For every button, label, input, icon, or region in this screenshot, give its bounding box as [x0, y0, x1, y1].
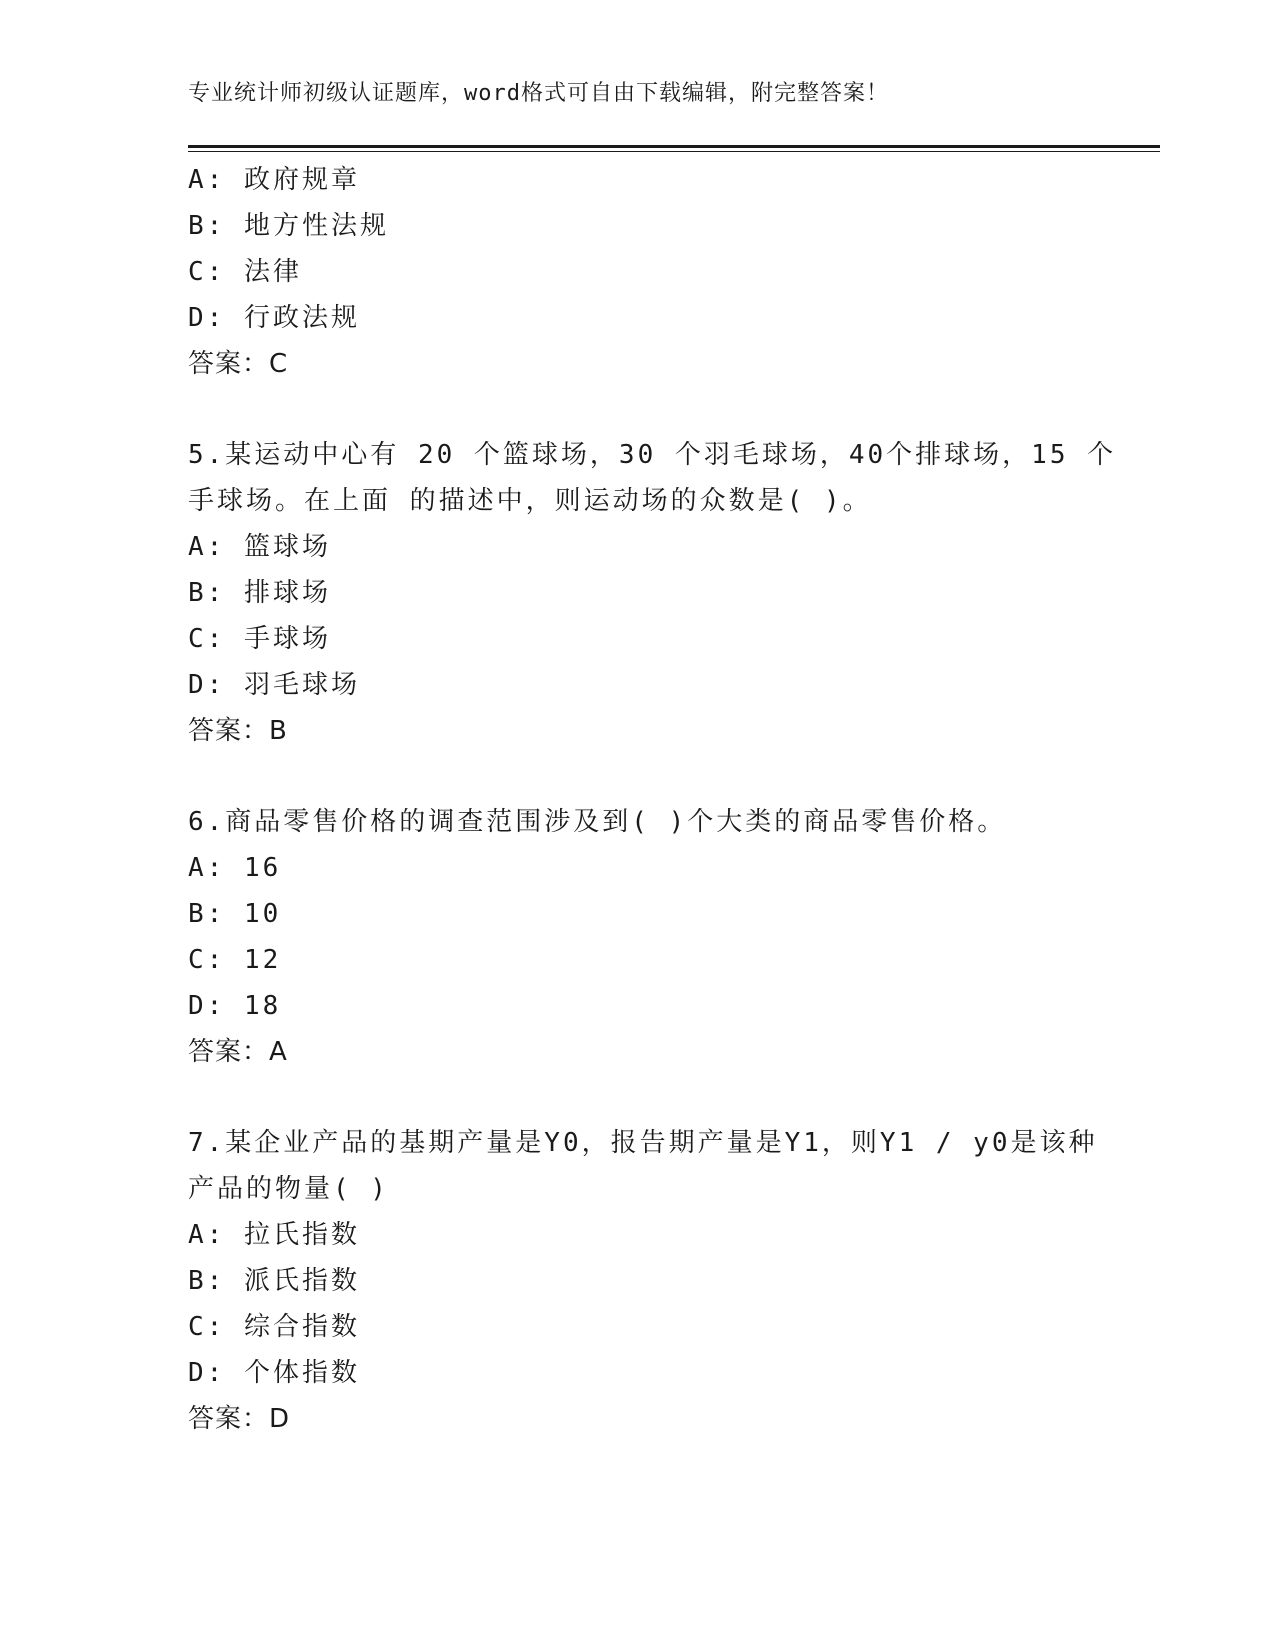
option-b: B: 排球场: [188, 578, 331, 608]
option-b: B: 10: [188, 899, 282, 929]
question-6-block: [188, 799, 1088, 1075]
option-d: D: 行政法规: [188, 303, 360, 333]
answer-line: 答案：A: [188, 1037, 288, 1067]
question-5-block: [188, 432, 1117, 754]
question-4-block: [188, 157, 1088, 387]
header-rule-thick: [188, 145, 1160, 148]
header-rule-thin: [188, 151, 1160, 152]
question-stem-line: 6.商品零售价格的调查范围涉及到( )个大类的商品零售价格。: [188, 807, 1007, 837]
option-c: C: 12: [188, 945, 282, 975]
option-d: D: 18: [188, 991, 282, 1021]
option-a: A: 政府规章: [188, 165, 360, 195]
option-c: C: 手球场: [188, 624, 331, 654]
option-d: D: 羽毛球场: [188, 670, 360, 700]
option-a: A: 篮球场: [188, 532, 331, 562]
question-stem-line: 7.某企业产品的基期产量是Y0，报告期产量是Y1，则Y1 / y0是该种: [188, 1128, 1098, 1158]
question-7-block: [188, 1120, 1098, 1442]
document-header: 专业统计师初级认证题库，word格式可自由下载编辑，附完整答案！: [188, 81, 889, 106]
option-c: C: 综合指数: [188, 1312, 360, 1342]
answer-line: 答案：D: [188, 1404, 291, 1434]
option-a: A: 16: [188, 853, 282, 883]
answer-line: 答案：C: [188, 349, 289, 379]
option-c: C: 法律: [188, 257, 302, 287]
option-d: D: 个体指数: [188, 1358, 360, 1388]
question-stem-line: 5.某运动中心有 20 个篮球场，30 个羽毛球场，40个排球场，15 个: [188, 440, 1117, 470]
question-stem-line: 手球场。在上面 的描述中，则运动场的众数是( )。: [188, 486, 872, 516]
question-stem-line: 产品的物量( ): [188, 1174, 389, 1204]
option-b: B: 地方性法规: [188, 211, 389, 241]
document-body: [188, 157, 1117, 1442]
option-b: B: 派氏指数: [188, 1266, 360, 1296]
option-a: A: 拉氏指数: [188, 1220, 360, 1250]
answer-line: 答案：B: [188, 716, 288, 746]
